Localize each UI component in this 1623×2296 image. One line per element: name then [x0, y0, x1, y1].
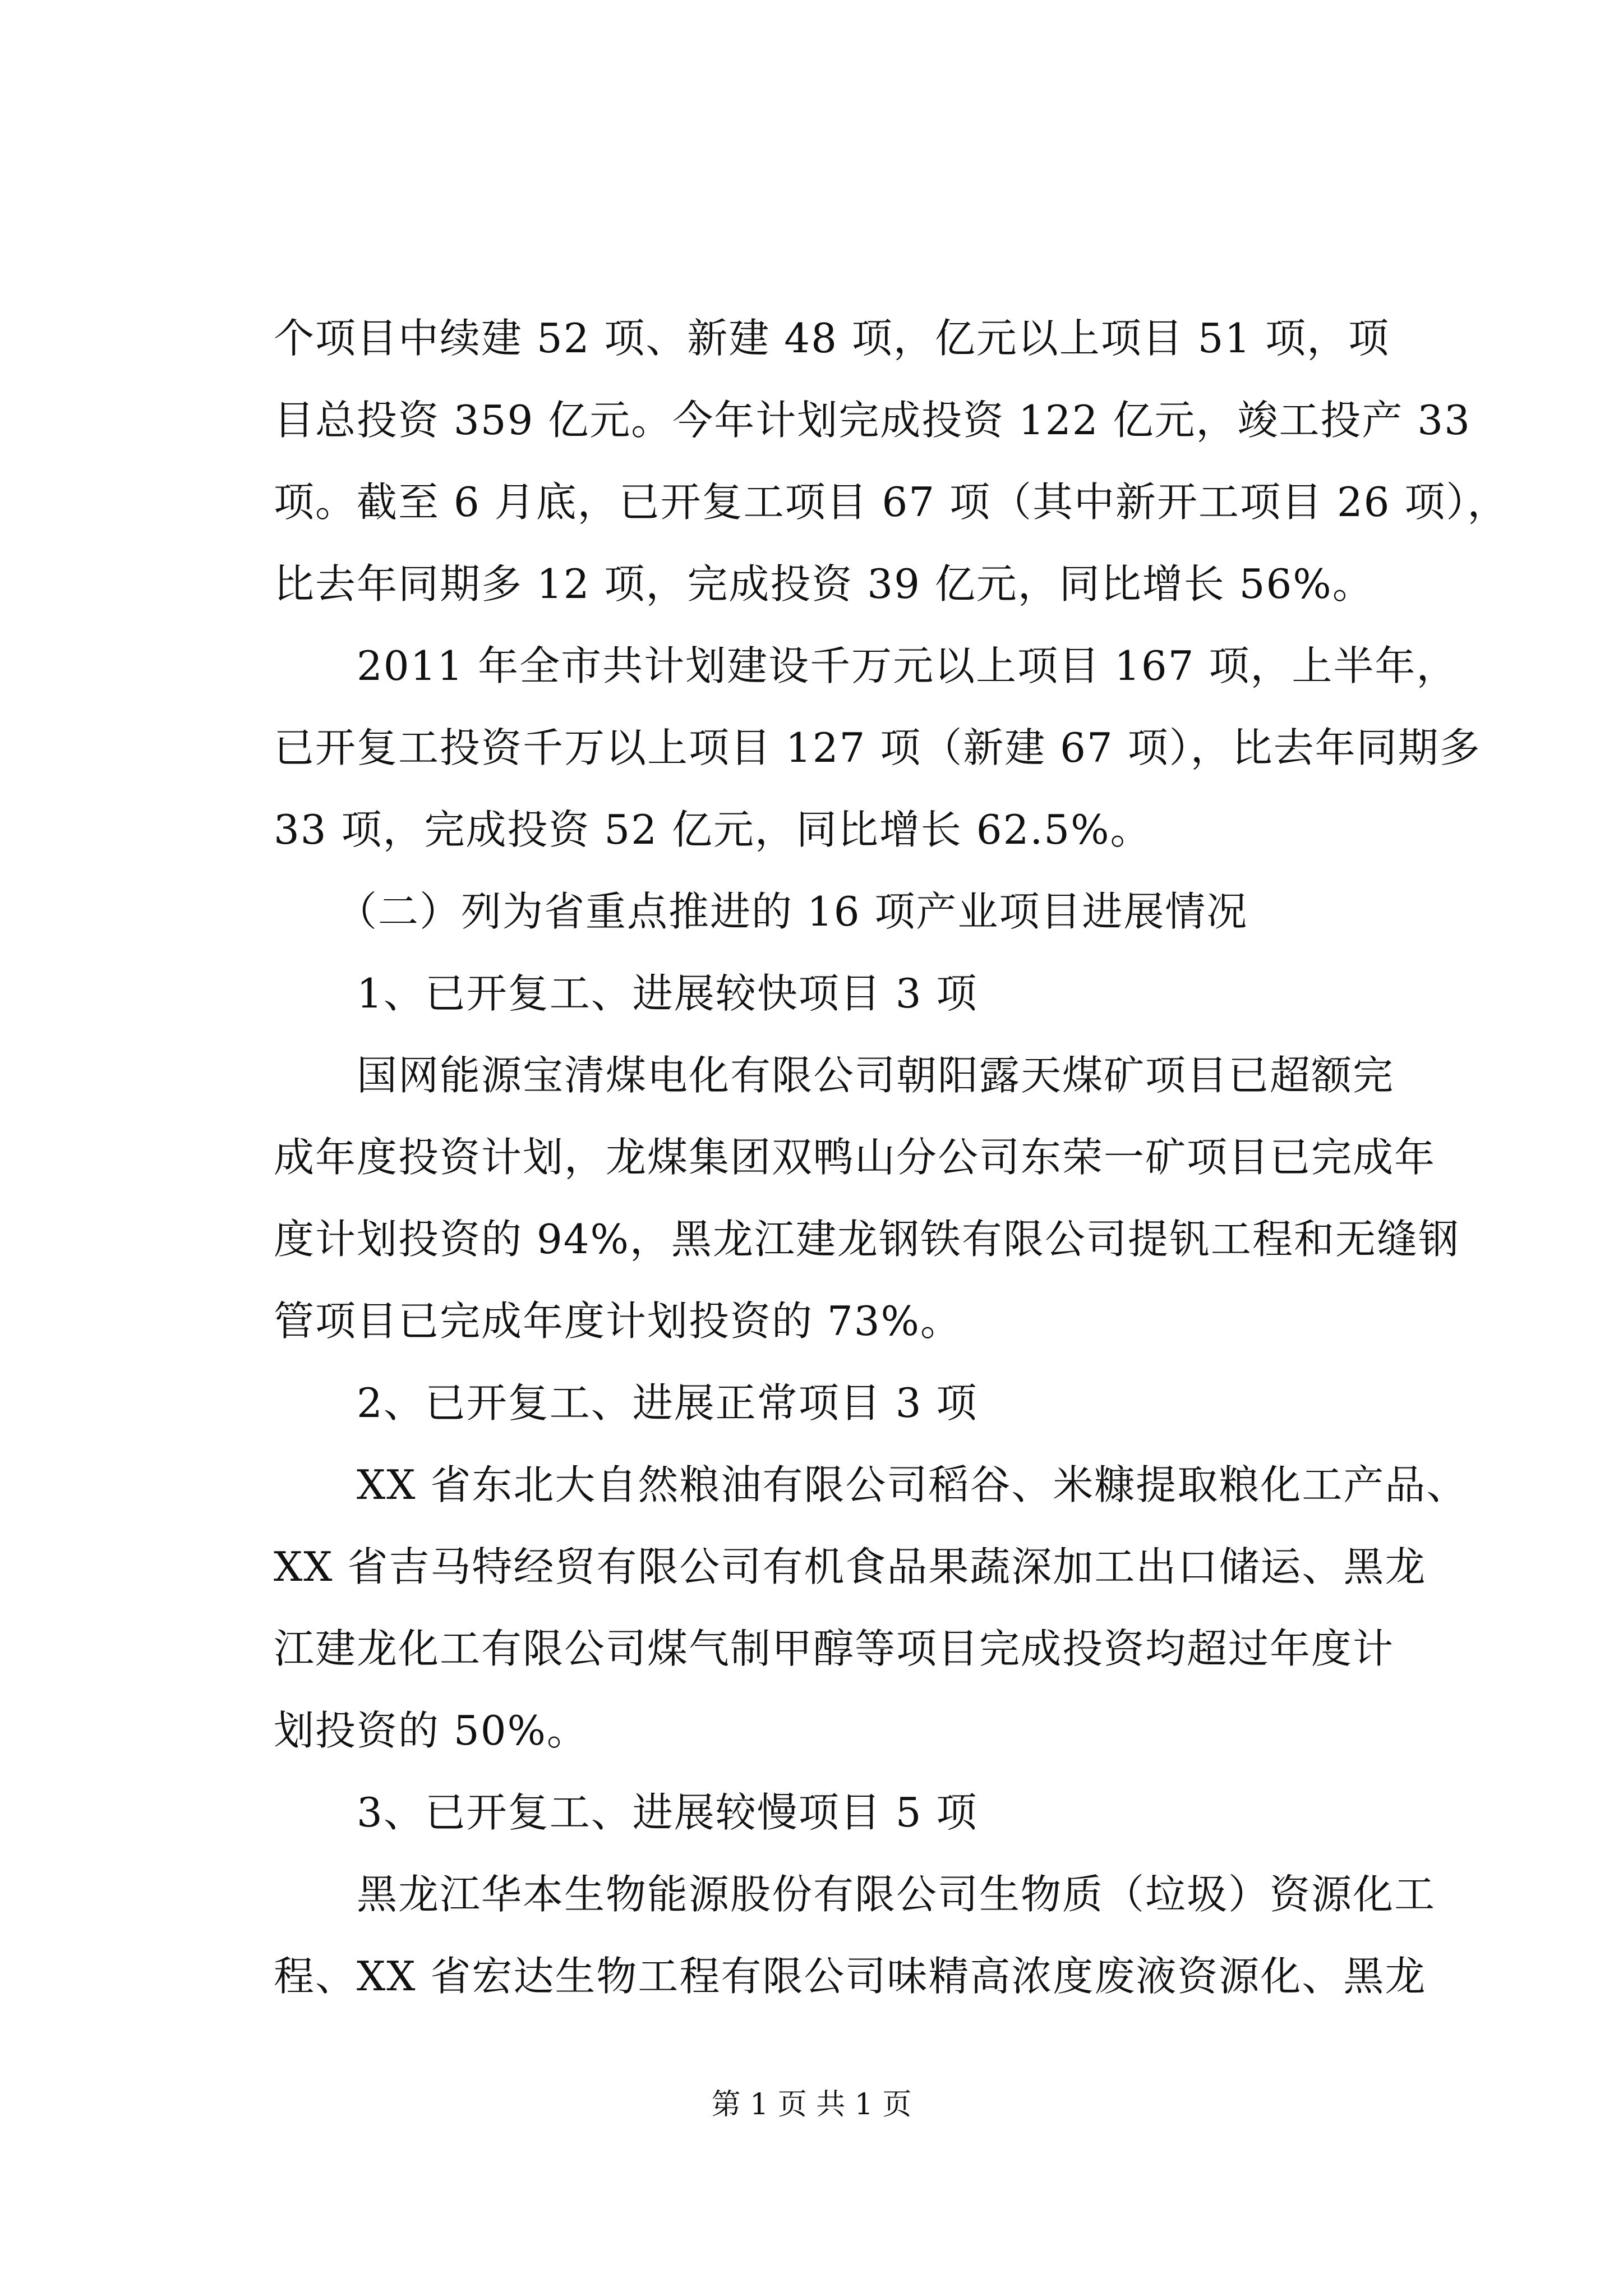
- text-line: 个项目中续建 52 项、新建 48 项，亿元以上项目 51 项，项: [274, 315, 1390, 362]
- text-line: 度计划投资的 94%，黑龙江建龙钢铁有限公司提钒工程和无缝钢: [274, 1216, 1460, 1263]
- text-line: 江建龙化工有限公司煤气制甲醇等项目完成投资均超过年度计: [274, 1625, 1395, 1672]
- text-line: 程、XX 省宏达生物工程有限公司味精高浓度废液资源化、黑龙: [274, 1953, 1427, 2000]
- text-line: 黑龙江华本生物能源股份有限公司生物质（垃圾）资源化工: [274, 1871, 1436, 1918]
- text-line: XX 省东北大自然粮油有限公司稻谷、米糠提取粮化工产品、: [274, 1461, 1468, 1508]
- body-text: [274, 297, 1509, 2017]
- text-line: 比去年同期多 12 项，完成投资 39 亿元，同比增长 56%。: [274, 560, 1374, 608]
- text-line: 项。截至 6 月底，已开复工项目 67 项（其中新开工项目 26 项），: [274, 478, 1509, 526]
- subsection-heading: 3、已开复工、进展较慢项目 5 项: [274, 1789, 978, 1836]
- text-line: XX 省吉马特经贸有限公司有机食品果蔬深加工出口储运、黑龙: [274, 1543, 1427, 1590]
- text-line: 目总投资 359 亿元。今年计划完成投资 122 亿元，竣工投产 33: [274, 397, 1471, 444]
- text-line: 成年度投资计划，龙煤集团双鸭山分公司东荣一矿项目已完成年: [274, 1134, 1436, 1181]
- section-heading: （二）列为省重点推进的 16 项产业项目进展情况: [274, 888, 1248, 935]
- text-line: 划投资的 50%。: [274, 1707, 588, 1754]
- text-line: 已开复工投资千万以上项目 127 项（新建 67 项），比去年同期多: [274, 724, 1481, 771]
- subsection-heading: 1、已开复工、进展较快项目 3 项: [274, 970, 978, 1017]
- text-line: 33 项，完成投资 52 亿元，同比增长 62.5%。: [274, 806, 1152, 853]
- page-footer: 第 1 页 共 1 页: [711, 2088, 912, 2122]
- text-line: 管项目已完成年度计划投资的 73%。: [274, 1297, 962, 1345]
- text-line: 2011 年全市共计划建设千万元以上项目 167 项，上半年，: [274, 642, 1458, 689]
- text-line: 国网能源宝清煤电化有限公司朝阳露天煤矿项目已超额完: [274, 1052, 1395, 1099]
- subsection-heading: 2、已开复工、进展正常项目 3 项: [274, 1379, 978, 1427]
